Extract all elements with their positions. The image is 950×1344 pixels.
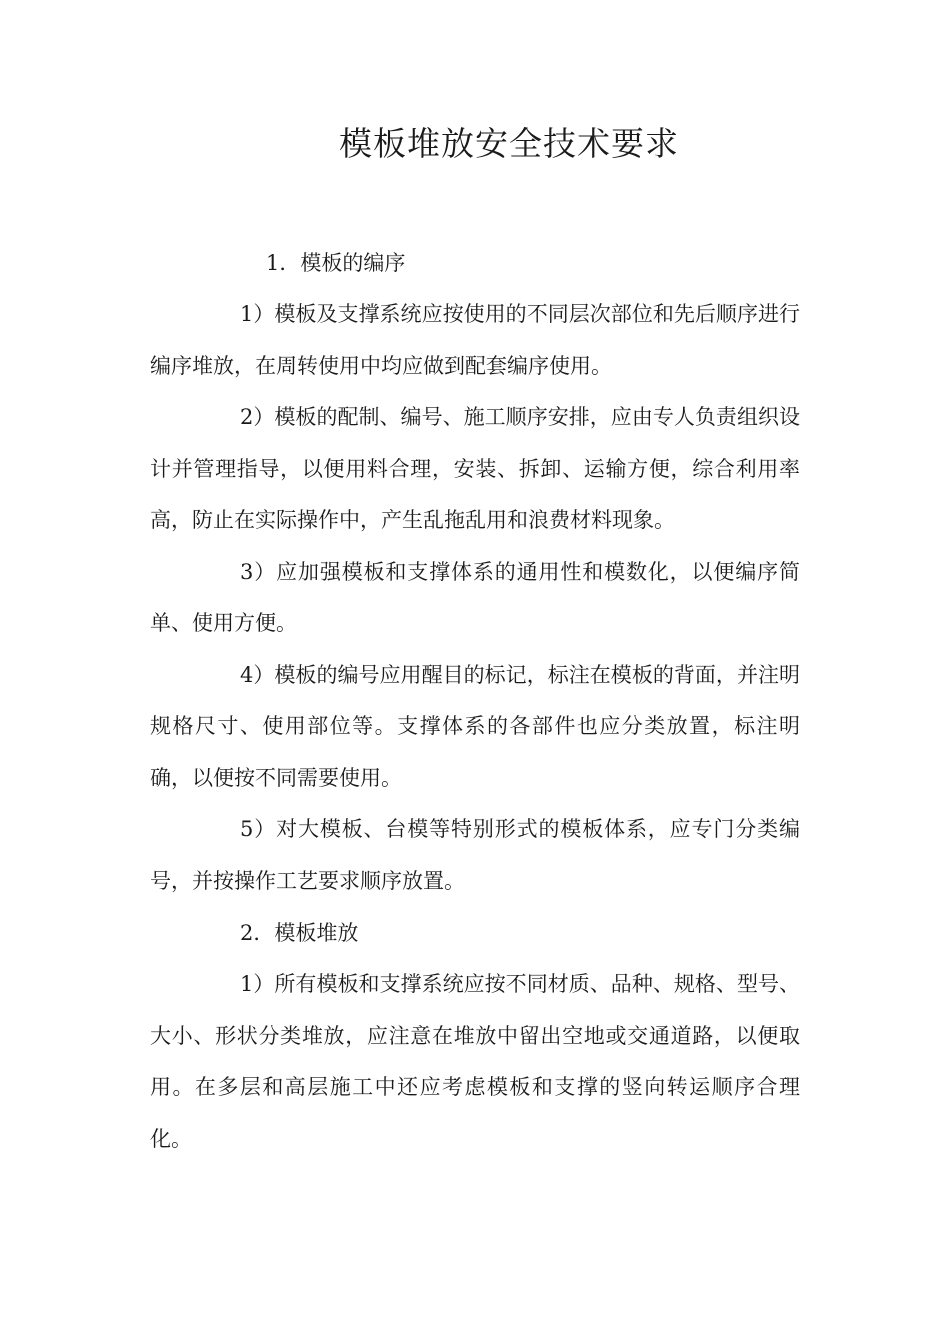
document-body (150, 237, 800, 1165)
paragraph: 1）模板及支撑系统应按使用的不同层次部位和先后顺序进行编序堆放，在周转使用中均应做到配套编序使用。 (150, 302, 800, 378)
paragraph: 5）对大模板、台模等特别形式的模板体系，应专门分类编号，并按操作工艺要求顺序放置。 (150, 817, 800, 893)
paragraph: 4）模板的编号应用醒目的标记，标注在模板的背面，并注明规格尺寸、使用部位等。支撑体系的各部件也应分类放置，标注明确，以便按不同需要使用。 (150, 662, 800, 790)
section-heading: 2．模板堆放 (240, 921, 359, 945)
paragraph: 3）应加强模板和支撑体系的通用性和模数化，以便编序简单、使用方便。 (150, 559, 800, 635)
section-numbering (150, 237, 800, 907)
paragraph: 2）模板的配制、编号、施工顺序安排，应由专人负责组织设计并管理指导，以便用料合理，安装、拆卸、运输方便，综合利用率高，防止在实际操作中，产生乱拖乱用和浪费材料现象。 (150, 405, 800, 532)
section-stacking (150, 907, 800, 1165)
paragraph: 1）所有模板和支撑系统应按不同材质、品种、规格、型号、大小、形状分类堆放，应注意在堆放中留出空地或交通道路，以便取用。在多层和高层施工中还应考虑模板和支撑的竖向转运顺序合理化。 (150, 972, 800, 1151)
section-heading: 1．模板的编序 (266, 251, 406, 275)
document-title: 模板堆放安全技术要求 (339, 124, 679, 163)
